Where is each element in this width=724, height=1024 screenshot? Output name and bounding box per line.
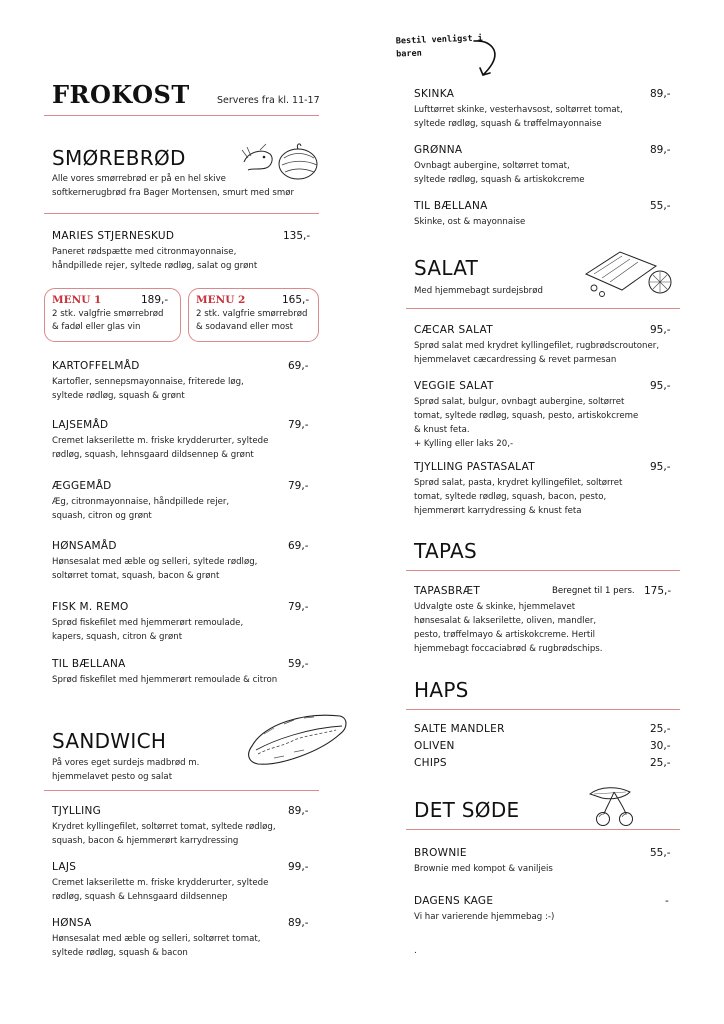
menu-item [414, 757, 672, 769]
item-name: SALTE MANDLER [414, 723, 505, 735]
item-price: 175,- [644, 585, 672, 597]
item-description: Paneret rødspætte med citronmayonnaise, håndpillede rejer, syltede rødløg, salat og grønt [52, 247, 258, 271]
section-title-det-sode: DET SØDE [414, 798, 520, 822]
item-price: 79,- [288, 480, 309, 492]
item-name: MARIES STJERNESKUD [52, 230, 175, 242]
item-name: DAGENS KAGE [414, 895, 494, 907]
menu-label: MENU 2 [196, 294, 246, 306]
item-price: 30,- [650, 740, 671, 752]
item-price: 135,- [283, 230, 311, 242]
item-name: VEGGIE SALAT [414, 380, 494, 392]
item-name: OLIVEN [414, 740, 455, 752]
item-description: Æg, citronmayonnaise, håndpillede rejer, squash, citron og grønt [52, 497, 230, 521]
menu-item [414, 585, 672, 656]
divider [44, 115, 319, 116]
divider [44, 213, 319, 214]
menu-price: 189,- [141, 294, 169, 306]
menu-item [414, 88, 672, 131]
menu-item [414, 200, 672, 229]
item-name: LAJSEMÅD [52, 419, 109, 431]
item-description: Sprød salat, pasta, krydret kyllingefilet, soltørret tomat, syltede rødløg, squash, bacon, pesto, hjemmerørt karrydressing & knust feta [414, 478, 623, 516]
item-name: TIL BÆLLANA [52, 658, 126, 670]
menu-item [52, 230, 310, 273]
item-price: 25,- [650, 723, 671, 735]
menu-item [52, 480, 310, 523]
item-description: Hønsesalat med æble og selleri, soltørret tomat, syltede rødløg, squash & bacon [52, 934, 261, 958]
cherry-illustration-icon [584, 784, 642, 828]
item-price: 95,- [650, 461, 671, 473]
section-desc-salat: Med hjemmebagt surdejsbrød [414, 286, 543, 296]
item-description: Cremet lakserilette m. friske krydderurter, syltede rødløg, squash, lehnsgaard dildsennep & grønt [52, 436, 269, 460]
item-name: KARTOFFELMÅD [52, 360, 140, 372]
item-price: 79,- [288, 601, 309, 613]
item-description: Kartofler, sennepsmayonnaise, friterede løg, syltede rødløg, squash & grønt [52, 377, 244, 401]
item-name: SKINKA [414, 88, 455, 100]
menu-item [414, 740, 672, 752]
item-description: Sprød salat, bulgur, ovnbagt aubergine, soltørret tomat, syltede rødløg, squash, pesto, artiskokcreme & knust feta. + Kylling eller laks 20,- [414, 397, 639, 449]
item-price: 69,- [288, 540, 309, 552]
item-price: 59,- [288, 658, 309, 670]
menu-item [414, 895, 672, 924]
menu-item [52, 360, 310, 403]
item-name: CHIPS [414, 757, 447, 769]
item-name: GRØNNA [414, 144, 463, 156]
item-name: LAJS [52, 861, 77, 873]
sandwich-illustration-icon [244, 706, 350, 774]
menu-item [52, 658, 310, 687]
footer-dot: . [414, 946, 417, 956]
serving-hours: Serveres fra kl. 11-17 [217, 95, 320, 106]
menu-price: 165,- [282, 294, 310, 306]
divider [406, 709, 680, 710]
menu-item [414, 144, 672, 187]
item-name: TIL BÆLLANA [414, 200, 488, 212]
divider [44, 790, 319, 791]
menu-item [414, 723, 672, 735]
section-title-haps: HAPS [414, 678, 469, 702]
item-price: 95,- [650, 380, 671, 392]
item-description: Udvalgte oste & skinke, hjemmelavet hønsesalat & lakserilette, oliven, mandler, pesto, trøffelmayo & artiskokcreme. Hertil hjemmebagt foccaciabrød & rugbrødschips. [414, 602, 603, 654]
item-description: Brownie med kompot & vaniljeis [414, 864, 553, 874]
item-price: 69,- [288, 360, 309, 372]
page-title: FROKOST [52, 80, 190, 109]
menu-item [414, 380, 672, 451]
item-name: FISK M. REMO [52, 601, 129, 613]
item-price: 55,- [650, 847, 671, 859]
salad-board-illustration-icon [580, 244, 676, 302]
menu-item [52, 419, 310, 462]
item-price: 95,- [650, 324, 671, 336]
item-name: CÆCAR SALAT [414, 324, 493, 336]
item-name: TAPASBRÆT [414, 585, 481, 597]
divider [406, 308, 680, 309]
item-description: Lufttørret skinke, vesterhavsost, soltørret tomat, syltede rødløg, squash & trøffelmayonnaise [414, 105, 623, 129]
section-desc-sandwich: På vores eget surdejs madbrød m. hjemmelavet pesto og salat [52, 758, 200, 782]
item-price: 89,- [288, 917, 309, 929]
section-desc-smorrebrod: Alle vores smørrebrød er på en hel skive softkernerugbrød fra Bager Mortensen, smurt med smør [52, 174, 295, 198]
item-description: Cremet lakserilette m. friske krydderurter, syltede rødløg, squash & Lehnsgaard dildsennep [52, 878, 269, 902]
item-price: 99,- [288, 861, 309, 873]
section-title-tapas: TAPAS [414, 539, 478, 563]
divider [406, 570, 680, 571]
item-price: 79,- [288, 419, 309, 431]
item-name: BROWNIE [414, 847, 467, 859]
item-price: 89,- [288, 805, 309, 817]
menu-item [414, 847, 672, 876]
section-title-smorrebrod: SMØREBRØD [52, 146, 186, 170]
item-name: HØNSAMÅD [52, 540, 117, 552]
item-description: Hønsesalat med æble og selleri, syltede rødløg, soltørret tomat, squash, bacon & grønt [52, 557, 258, 581]
menu-item [52, 540, 310, 583]
menu-description: 2 stk. valgfrie smørrebrød & sodavand eller most [196, 309, 308, 332]
section-title-salat: SALAT [414, 256, 479, 280]
item-name: TJYLLING PASTASALAT [414, 461, 535, 473]
menu-item [52, 805, 310, 848]
item-description: Ovnbagt aubergine, soltørret tomat, syltede rødløg, squash & artiskokcreme [414, 161, 585, 185]
menu-item [52, 917, 310, 960]
item-name: HØNSA [52, 917, 92, 929]
item-price: 89,- [650, 144, 671, 156]
item-description: Skinke, ost & mayonnaise [414, 217, 526, 227]
item-price: - [665, 895, 669, 907]
curved-arrow-icon [470, 38, 504, 80]
menu-item [414, 461, 672, 518]
item-description: Vi har varierende hjemmebag :-) [414, 912, 555, 922]
item-price: 89,- [650, 88, 671, 100]
item-price: 55,- [650, 200, 671, 212]
item-description: Sprød salat med krydret kyllingefilet, rugbrødscroutoner, hjemmelavet cæcardressing & revet parmesan [414, 341, 660, 365]
menu-description: 2 stk. valgfrie smørrebrød & fadøl eller glas vin [52, 309, 164, 332]
menu-2-box [188, 288, 319, 342]
menu-item [52, 861, 310, 904]
item-description: Krydret kyllingefilet, soltørret tomat, syltede rødløg, squash, bacon & hjemmerørt karrydressing [52, 822, 276, 846]
item-serving-note: Beregnet til 1 pers. [552, 586, 635, 596]
menu-item [52, 601, 310, 644]
menu-label: MENU 1 [52, 294, 102, 306]
menu-item [414, 324, 672, 367]
divider [406, 829, 680, 830]
item-description: Sprød fiskefilet med hjemmerørt remoulade & citron [52, 675, 278, 685]
menu-1-box [44, 288, 181, 342]
item-description: Sprød fiskefilet med hjemmerørt remoulade, kapers, squash, citron & grønt [52, 618, 244, 642]
item-name: ÆGGEMÅD [52, 480, 112, 492]
item-price: 25,- [650, 757, 671, 769]
order-at-bar-note: Bestil venligst i baren [395, 33, 483, 60]
section-title-sandwich: SANDWICH [52, 729, 167, 753]
item-name: TJYLLING [52, 805, 102, 817]
